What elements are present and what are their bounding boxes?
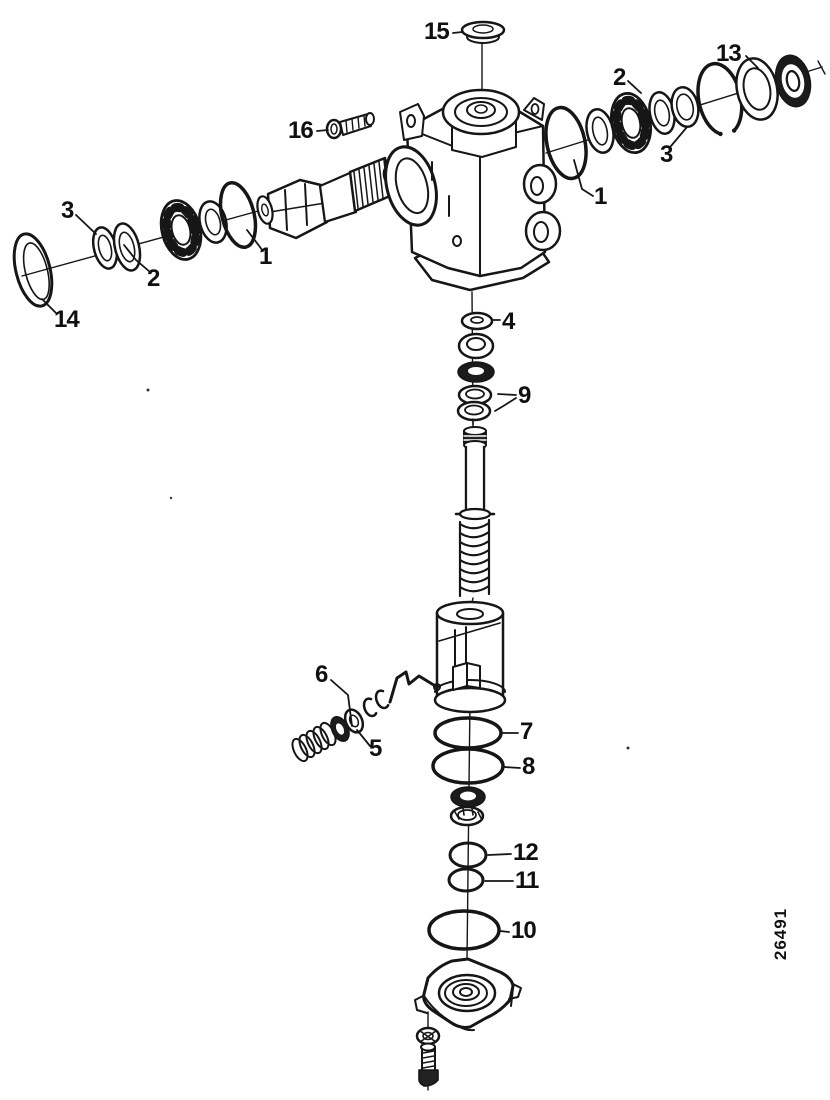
callout-12-16: 12 <box>513 839 538 866</box>
retainer-clips <box>362 690 389 718</box>
spring-arm <box>390 672 440 702</box>
bushing-ring <box>459 334 493 358</box>
callout-10-18: 10 <box>511 917 536 944</box>
spool-spring <box>460 520 489 596</box>
bearing-left <box>155 196 206 263</box>
callout-3-4: 3 <box>660 141 673 168</box>
callout-16-1: 16 <box>288 117 313 144</box>
callout-7-14: 7 <box>520 718 533 745</box>
callout-2-7: 2 <box>147 265 160 292</box>
callout-2-2: 2 <box>613 64 626 91</box>
oring-8 <box>433 749 503 783</box>
washer-4 <box>462 313 492 329</box>
cover-bolt-washer <box>417 1028 439 1044</box>
ring-11 <box>449 869 483 891</box>
leader-9 <box>498 394 516 395</box>
cover-bolt <box>419 1044 438 1087</box>
plug-cap-15 <box>462 22 504 43</box>
washer-13 <box>731 55 783 124</box>
leader-16 <box>317 130 328 131</box>
leader-3 <box>76 215 96 234</box>
piston-sleeve <box>435 602 505 712</box>
centering-spring-kit <box>289 672 440 763</box>
callout-1-8: 1 <box>259 243 272 270</box>
leader-5 <box>357 730 370 746</box>
callout-1-5: 1 <box>594 183 607 210</box>
dark-seal-upper <box>458 362 494 382</box>
callout-6-12: 6 <box>315 661 328 688</box>
leader-10 <box>500 931 509 932</box>
oring-10 <box>429 911 499 949</box>
figure-number-text: 26491 <box>771 907 790 961</box>
callout-15-0: 15 <box>424 18 449 45</box>
scan-speckles <box>147 389 630 750</box>
vent-bolt-16 <box>327 113 374 138</box>
retainer-ring-14 <box>8 230 59 310</box>
hatched-washer <box>451 807 483 825</box>
input-shaft <box>255 158 396 238</box>
leader-8 <box>504 767 520 768</box>
oring-9b <box>458 402 490 420</box>
valve-spool <box>456 419 494 596</box>
callout-4-10: 4 <box>502 308 515 335</box>
bearing-2-right <box>606 90 656 157</box>
leader-3 <box>671 127 687 146</box>
callout-8-15: 8 <box>522 753 535 780</box>
leader-15 <box>453 32 462 33</box>
callout-11-17: 11 <box>515 867 539 894</box>
figure-number <box>746 902 816 966</box>
callout-5-13: 5 <box>369 735 382 762</box>
oring-7 <box>435 718 501 748</box>
callout-9-11: 9 <box>518 382 531 409</box>
valve-housing <box>377 90 560 290</box>
callout-14-9: 14 <box>54 306 79 333</box>
leader-2 <box>628 81 641 93</box>
callout-3-6: 3 <box>61 197 74 224</box>
leader-9 <box>495 398 516 411</box>
end-cover <box>415 959 521 1030</box>
callout-13-3: 13 <box>716 40 741 67</box>
dark-seal-lower <box>451 787 485 807</box>
leader-12 <box>488 854 511 855</box>
